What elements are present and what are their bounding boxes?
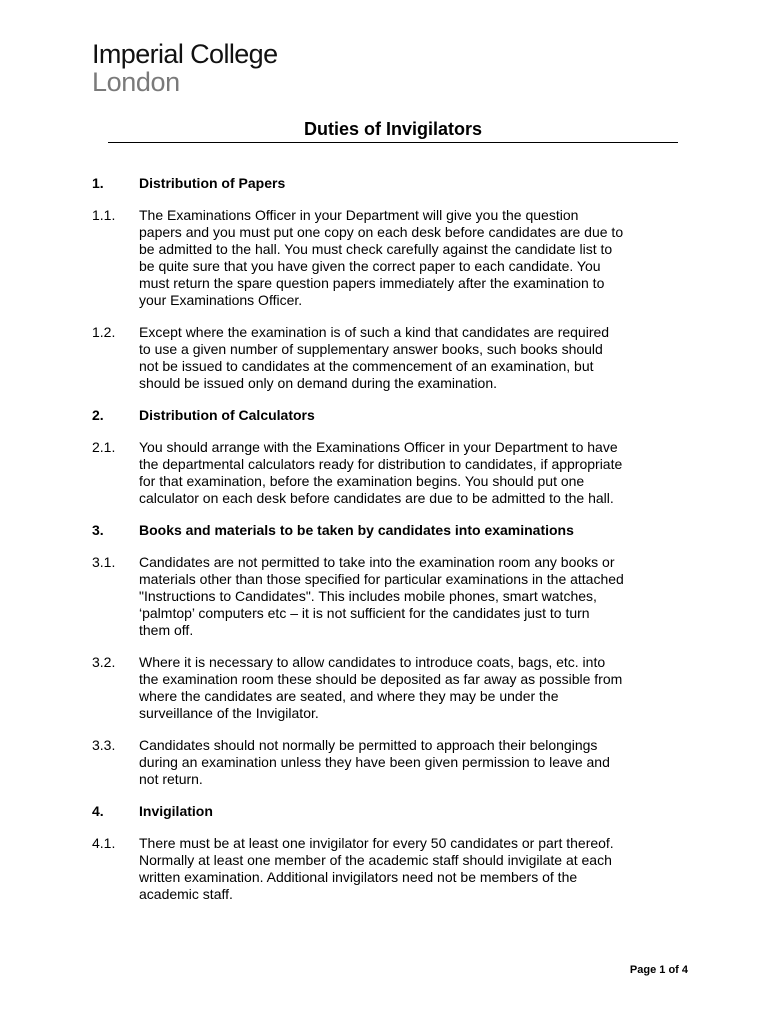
text-line: for that examination, before the examination begins. You should put one — [139, 473, 585, 489]
text-line: be admitted to the hall. You must check carefully against the candidate list to — [139, 241, 613, 257]
section-number: 3. — [92, 522, 104, 538]
logo-line-2: London — [92, 67, 180, 97]
paragraph-2-1 — [92, 439, 692, 507]
paragraph-number: 3.2. — [92, 654, 116, 670]
text-line: them off. — [139, 622, 194, 638]
section-title: Distribution of Papers — [139, 175, 286, 191]
text-line: should be issued only on demand during the examination. — [139, 375, 498, 391]
paragraph-number: 4.1. — [92, 835, 116, 851]
paragraph-number: 3.3. — [92, 737, 116, 753]
text-line: to use a given number of supplementary answer books, such books should — [139, 341, 603, 357]
text-line: Candidates are not permitted to take into the examination room any books or — [139, 554, 615, 570]
paragraph-text — [139, 737, 692, 788]
section-title: Invigilation — [139, 803, 213, 819]
document-title: Duties of Invigilators — [303, 119, 483, 139]
paragraph-4-1 — [92, 835, 692, 903]
text-line: where the candidates are seated, and where they may be under the — [139, 688, 559, 704]
section-title: Books and materials to be taken by candidates into examinations — [139, 522, 574, 538]
text-line: There must be at least one invigilator for every 50 candidates or part thereof. — [139, 835, 614, 851]
section-heading-4 — [92, 803, 692, 820]
paragraph-number: 2.1. — [92, 439, 116, 455]
paragraph-1-1 — [92, 207, 692, 309]
text-line: the departmental calculators ready for distribution to candidates, if appropriate — [139, 456, 623, 472]
text-line: be quite sure that you have given the correct paper to each candidate. You — [139, 258, 601, 274]
text-line: calculator on each desk before candidates are due to be admitted to the hall. — [139, 490, 614, 506]
paragraph-number: 3.1. — [92, 554, 116, 570]
page-number: Page 1 of 4 — [629, 964, 688, 976]
text-line: not be issued to candidates at the commencement of an examination, but — [139, 358, 594, 374]
text-line: written examination. Additional invigilators need not be members of the — [139, 869, 578, 885]
text-line: "Instructions to Candidates". This includes mobile phones, smart watches, — [139, 588, 597, 604]
text-line: Normally at least one member of the academic staff should invigilate at each — [139, 852, 612, 868]
paragraph-text — [139, 439, 692, 507]
paragraph-3-3 — [92, 737, 692, 788]
text-line: Except where the examination is of such a kind that candidates are required — [139, 324, 610, 340]
section-title: Distribution of Calculators — [139, 407, 315, 423]
text-line: the examination room these should be deposited as far away as possible from — [139, 671, 623, 687]
document-body — [92, 175, 692, 918]
paragraph-text — [139, 207, 692, 309]
text-line: during an examination unless they have been given permission to leave and — [139, 754, 610, 770]
section-heading-1 — [92, 175, 692, 192]
paragraph-text — [139, 554, 692, 639]
text-line: must return the spare question papers immediately after the examination to — [139, 275, 605, 291]
text-line: academic staff. — [139, 886, 233, 902]
text-line: ‘palmtop’ computers etc – it is not sufficient for the candidates just to turn — [139, 605, 590, 621]
section-heading-2 — [92, 407, 692, 424]
text-line: You should arrange with the Examinations Officer in your Department to have — [139, 439, 618, 455]
text-line: Candidates should not normally be permitted to approach their belongings — [139, 737, 598, 753]
text-line: your Examinations Officer. — [139, 292, 303, 308]
section-number: 1. — [92, 175, 104, 191]
paragraph-text — [139, 835, 692, 903]
imperial-college-logo — [92, 40, 278, 96]
text-line: papers and you must put one copy on each desk before candidates are due to — [139, 224, 624, 240]
paragraph-text — [139, 654, 692, 722]
paragraph-3-1 — [92, 554, 692, 639]
text-line: not return. — [139, 771, 203, 787]
paragraph-number: 1.1. — [92, 207, 116, 223]
paragraph-number: 1.2. — [92, 324, 116, 340]
text-line: materials other than those specified for particular examinations in the attached — [139, 571, 624, 587]
text-line: surveillance of the Invigilator. — [139, 705, 319, 721]
paragraph-text — [139, 324, 692, 392]
section-heading-3 — [92, 522, 692, 539]
text-line: Where it is necessary to allow candidates to introduce coats, bags, etc. into — [139, 654, 606, 670]
logo-line-1: Imperial College — [92, 39, 278, 69]
paragraph-1-2 — [92, 324, 692, 392]
paragraph-3-2 — [92, 654, 692, 722]
text-line: The Examinations Officer in your Department will give you the question — [139, 207, 579, 223]
section-number: 4. — [92, 803, 104, 819]
title-divider — [108, 142, 678, 143]
section-number: 2. — [92, 407, 104, 423]
